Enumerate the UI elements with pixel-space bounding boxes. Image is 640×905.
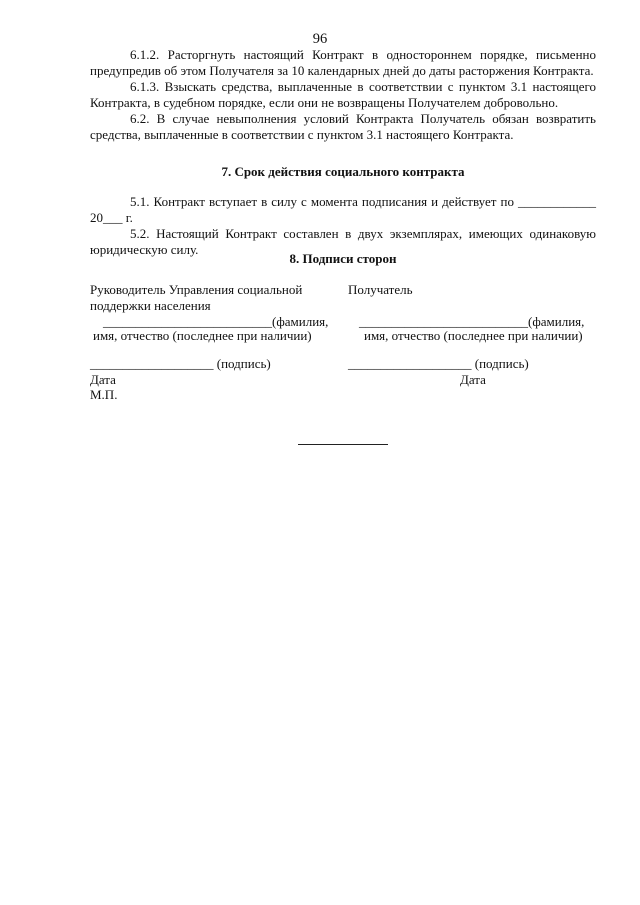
clause-6-1-3: 6.1.3. Взыскать средства, выплаченные в соответствии с пунктом 3.1 настоящего Контракта, в судебном порядке, если они не возвращены Получателем добровольно. bbox=[90, 79, 596, 110]
section-7-heading: 7. Срок действия социального контракта bbox=[221, 164, 465, 179]
left-signature-line: ___________________ (подпись) bbox=[90, 356, 271, 371]
right-name-hint: имя, отчество (последнее при наличии) bbox=[364, 328, 583, 343]
clause-5-2: 5.2. Настоящий Контракт составлен в двух экземплярах, имеющих одинаковую юридическую силу. bbox=[90, 226, 596, 257]
stamp-label: М.П. bbox=[90, 387, 118, 402]
left-role-line-2: поддержки населения bbox=[90, 298, 211, 313]
section-7-clauses bbox=[90, 194, 596, 258]
section-6-clauses bbox=[90, 47, 596, 143]
right-date-label: Дата bbox=[460, 372, 486, 387]
left-date-label: Дата bbox=[90, 372, 116, 387]
clause-5-1: 5.1. Контракт вступает в силу с момента подписания и действует по ____________ 20___ г. bbox=[90, 194, 596, 225]
page-number: 96 bbox=[312, 31, 328, 47]
clause-6-2: 6.2. В случае невыполнения условий Контракта Получатель обязан возвратить средства, выплаченные в соответствии с пунктом 3.1 настоящего Контракта. bbox=[90, 111, 596, 142]
right-name-line: __________________________(фамилия, bbox=[359, 314, 585, 329]
left-name-hint: имя, отчество (последнее при наличии) bbox=[93, 328, 312, 343]
section-8-heading: 8. Подписи сторон bbox=[289, 251, 397, 266]
left-name-line: __________________________(фамилия, bbox=[103, 314, 329, 329]
right-signature-line: ___________________ (подпись) bbox=[348, 356, 529, 371]
left-role-line-1: Руководитель Управления социальной bbox=[90, 282, 303, 297]
clause-6-1-2: 6.1.2. Расторгнуть настоящий Контракт в одностороннем порядке, письменно предупредив об этом Получателя за 10 календарных дней до даты расторжения Контракта. bbox=[90, 47, 596, 78]
right-role-line-1: Получатель bbox=[348, 282, 413, 297]
footer-separator-line bbox=[298, 444, 388, 445]
